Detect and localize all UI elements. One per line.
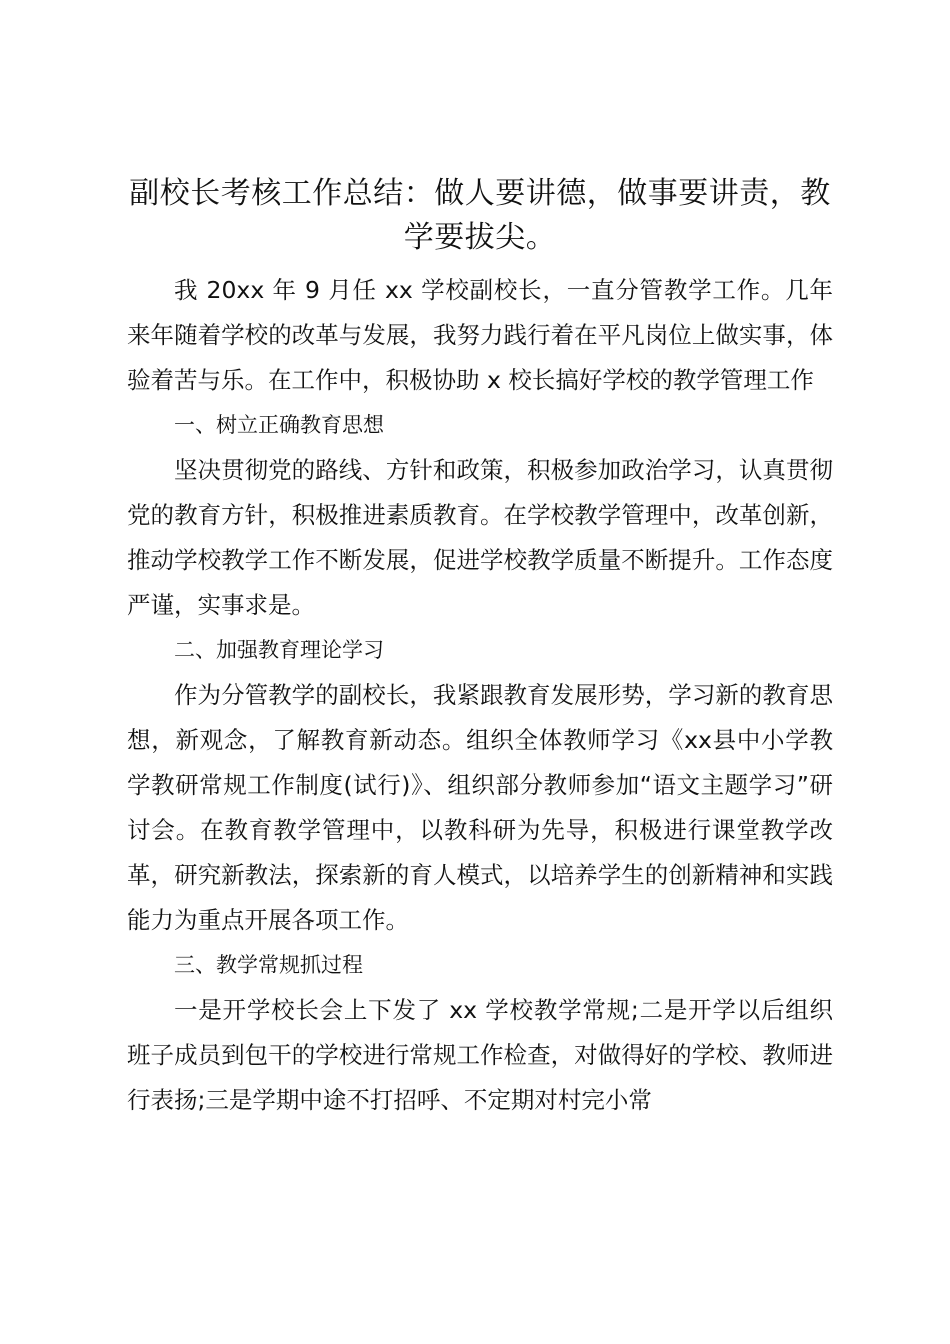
section-body-3: 一是开学校长会上下发了 xx 学校教学常规;二是开学以后组织班子成员到包干的学校进行常规工作检查，对做得好的学校、教师进行表扬;三是学期中途不打招呼、不定期对村完小常 — [127, 996, 833, 1114]
section-heading-3: 三、教学常规抓过程 — [174, 953, 364, 977]
document-title: 副校长考核工作总结：做人要讲德，做事要讲责，教学要拔尖。 — [129, 176, 831, 255]
section-heading-2: 二、加强教育理论学习 — [174, 638, 385, 662]
section-body-1: 坚决贯彻党的路线、方针和政策，积极参加政治学习，认真贯彻党的教育方针，积极推进素质教育。在学校教学管理中，改革创新，推动学校教学工作不断发展，促进学校教学质量不断提升。工作态度严谨，实事求是。 — [127, 456, 833, 619]
intro-paragraph: 我 20xx 年 9 月任 xx 学校副校长，一直分管教学工作。几年来年随着学校的改革与发展，我努力践行着在平凡岗位上做实事，体验着苦与乐。在工作中，积极协助 x 校长搞好学校的教学管理工作 — [127, 276, 833, 394]
document-content — [127, 172, 833, 1123]
section-heading-1: 一、树立正确教育思想 — [174, 413, 385, 437]
section-body-2: 作为分管教学的副校长，我紧跟教育发展形势，学习新的教育思想，新观念，了解教育新动态。组织全体教师学习《xx县中小学教学教研常规工作制度(试行)》、组织部分教师参加“语文主题学习”研讨会。在教育教学管理中，以教科研为先导，积极进行课堂教学改革，研究新教法，探索新的育人模式，以培养学生的创新精神和实践能力为重点开展各项工作。 — [127, 681, 833, 934]
